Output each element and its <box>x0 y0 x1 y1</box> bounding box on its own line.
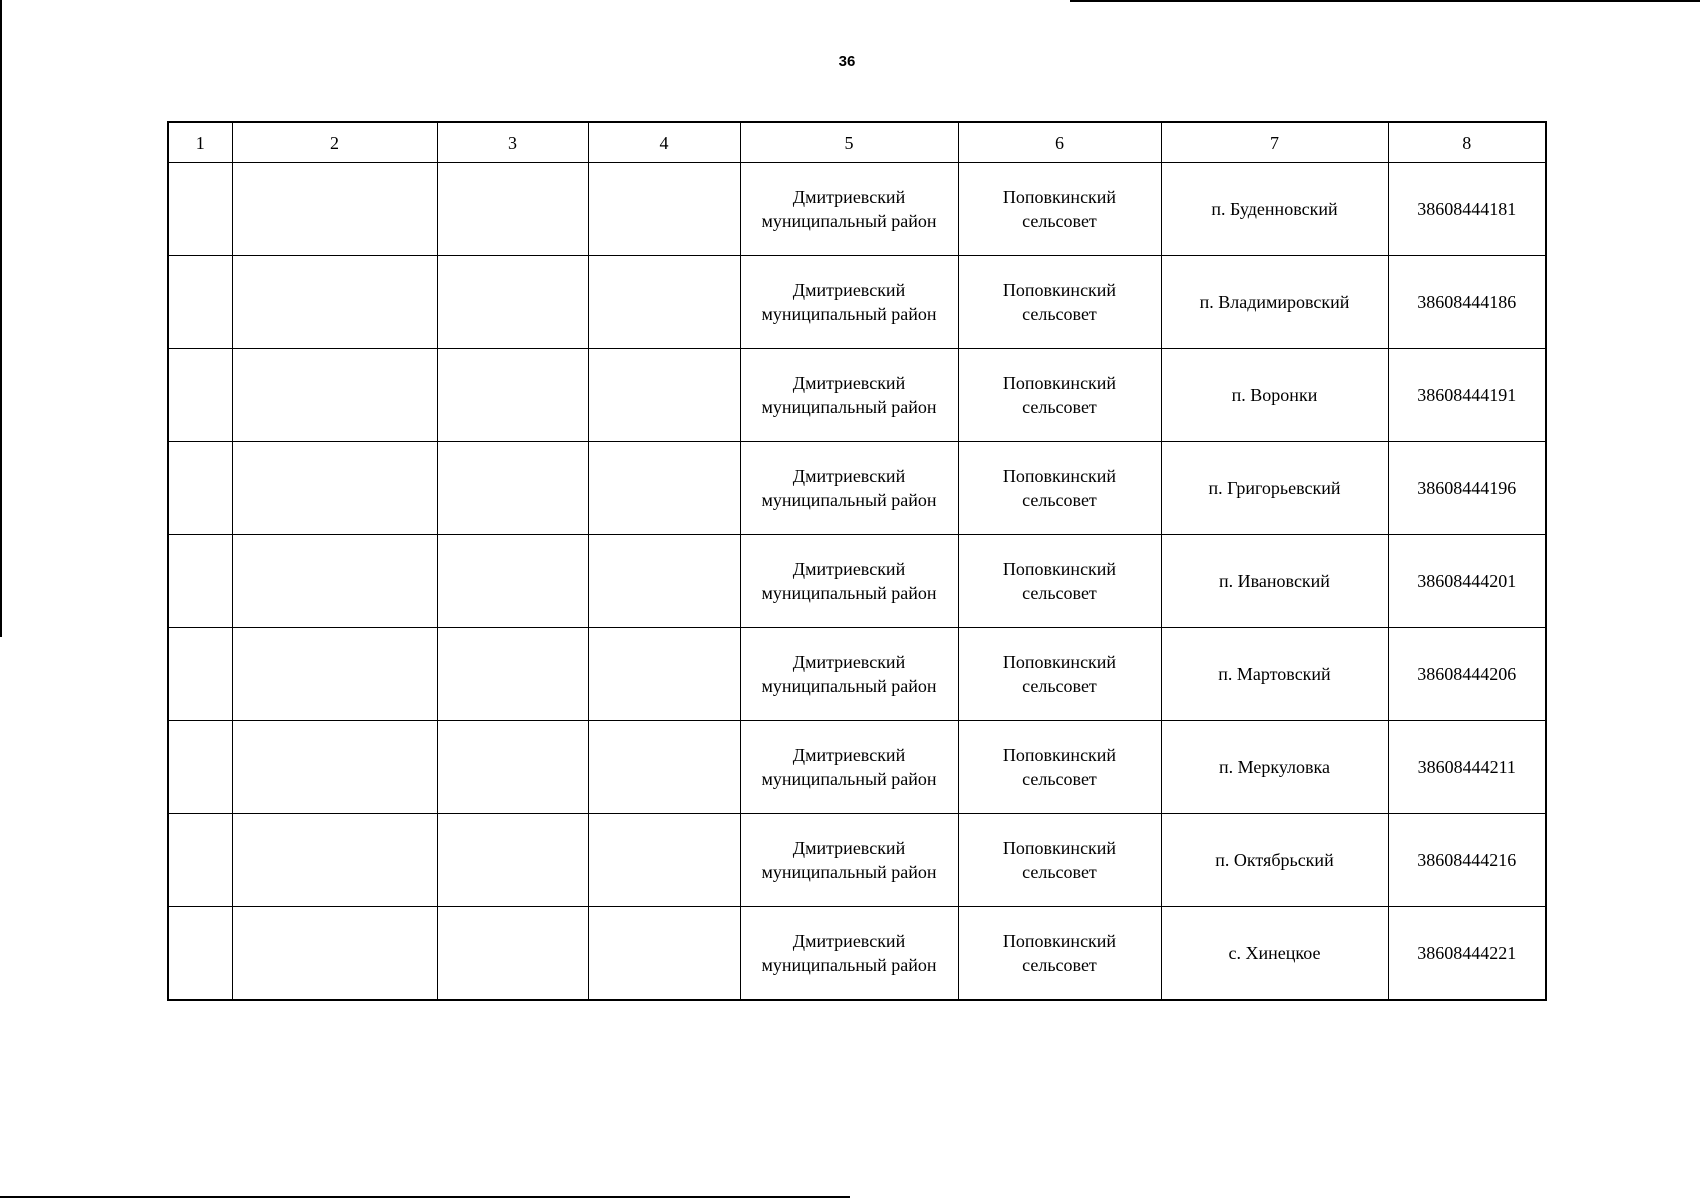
cell-col3 <box>437 907 588 1001</box>
cell-col1 <box>168 535 232 628</box>
cell-council: Поповкинский сельсовет <box>958 628 1161 721</box>
cell-code: 38608444206 <box>1388 628 1546 721</box>
column-header: 1 <box>168 122 232 163</box>
cell-col3 <box>437 349 588 442</box>
cell-col1 <box>168 442 232 535</box>
table-row <box>168 256 1546 349</box>
cell-district: Дмитриевский муниципальный район <box>740 721 958 814</box>
cell-settlement: п. Воронки <box>1161 349 1388 442</box>
cell-col1 <box>168 256 232 349</box>
cell-council: Поповкинский сельсовет <box>958 535 1161 628</box>
scan-edge-top <box>1070 0 1700 2</box>
settlements-table <box>167 121 1547 1001</box>
table-row <box>168 721 1546 814</box>
cell-settlement: п. Владимировский <box>1161 256 1388 349</box>
cell-col1 <box>168 814 232 907</box>
column-header: 5 <box>740 122 958 163</box>
cell-col2 <box>232 907 437 1001</box>
cell-district: Дмитриевский муниципальный район <box>740 256 958 349</box>
cell-col3 <box>437 535 588 628</box>
cell-col1 <box>168 349 232 442</box>
cell-settlement: п. Мартовский <box>1161 628 1388 721</box>
cell-col4 <box>588 349 740 442</box>
scan-edge-left <box>0 0 2 637</box>
cell-settlement: п. Буденновский <box>1161 163 1388 256</box>
cell-code: 38608444216 <box>1388 814 1546 907</box>
cell-col4 <box>588 256 740 349</box>
cell-settlement: п. Григорьевский <box>1161 442 1388 535</box>
page-number: 36 <box>838 53 856 70</box>
table-row <box>168 163 1546 256</box>
cell-col2 <box>232 535 437 628</box>
cell-council: Поповкинский сельсовет <box>958 163 1161 256</box>
column-header: 6 <box>958 122 1161 163</box>
cell-council: Поповкинский сельсовет <box>958 256 1161 349</box>
table-body <box>168 163 1546 1001</box>
table-row <box>168 535 1546 628</box>
cell-col4 <box>588 907 740 1001</box>
column-header: 7 <box>1161 122 1388 163</box>
cell-code: 38608444201 <box>1388 535 1546 628</box>
table-row <box>168 814 1546 907</box>
cell-council: Поповкинский сельсовет <box>958 721 1161 814</box>
table-row <box>168 907 1546 1001</box>
cell-col4 <box>588 442 740 535</box>
cell-district: Дмитриевский муниципальный район <box>740 442 958 535</box>
cell-col4 <box>588 163 740 256</box>
table-row <box>168 349 1546 442</box>
cell-col4 <box>588 535 740 628</box>
cell-col2 <box>232 163 437 256</box>
cell-district: Дмитриевский муниципальный район <box>740 163 958 256</box>
cell-col2 <box>232 256 437 349</box>
cell-settlement: с. Хинецкое <box>1161 907 1388 1001</box>
column-header: 4 <box>588 122 740 163</box>
scan-edge-bottom <box>0 1196 850 1198</box>
cell-district: Дмитриевский муниципальный район <box>740 814 958 907</box>
column-header: 3 <box>437 122 588 163</box>
header-row <box>168 122 1546 163</box>
cell-col1 <box>168 628 232 721</box>
cell-col3 <box>437 442 588 535</box>
cell-code: 38608444211 <box>1388 721 1546 814</box>
cell-col1 <box>168 907 232 1001</box>
cell-col3 <box>437 721 588 814</box>
cell-code: 38608444196 <box>1388 442 1546 535</box>
cell-col4 <box>588 814 740 907</box>
cell-col4 <box>588 721 740 814</box>
cell-district: Дмитриевский муниципальный район <box>740 628 958 721</box>
table-header <box>168 122 1546 163</box>
column-header: 2 <box>232 122 437 163</box>
cell-council: Поповкинский сельсовет <box>958 907 1161 1001</box>
cell-col2 <box>232 628 437 721</box>
cell-code: 38608444221 <box>1388 907 1546 1001</box>
cell-council: Поповкинский сельсовет <box>958 442 1161 535</box>
cell-settlement: п. Октябрьский <box>1161 814 1388 907</box>
cell-col3 <box>437 256 588 349</box>
cell-col1 <box>168 721 232 814</box>
table-row <box>168 442 1546 535</box>
cell-col2 <box>232 814 437 907</box>
cell-settlement: п. Ивановский <box>1161 535 1388 628</box>
cell-col1 <box>168 163 232 256</box>
cell-settlement: п. Меркуловка <box>1161 721 1388 814</box>
cell-district: Дмитриевский муниципальный район <box>740 349 958 442</box>
cell-district: Дмитриевский муниципальный район <box>740 907 958 1001</box>
cell-col2 <box>232 721 437 814</box>
cell-code: 38608444191 <box>1388 349 1546 442</box>
cell-code: 38608444181 <box>1388 163 1546 256</box>
cell-code: 38608444186 <box>1388 256 1546 349</box>
cell-council: Поповкинский сельсовет <box>958 814 1161 907</box>
cell-col3 <box>437 814 588 907</box>
cell-col2 <box>232 442 437 535</box>
column-header: 8 <box>1388 122 1546 163</box>
cell-col2 <box>232 349 437 442</box>
cell-district: Дмитриевский муниципальный район <box>740 535 958 628</box>
table-row <box>168 628 1546 721</box>
cell-council: Поповкинский сельсовет <box>958 349 1161 442</box>
cell-col3 <box>437 163 588 256</box>
cell-col4 <box>588 628 740 721</box>
cell-col3 <box>437 628 588 721</box>
